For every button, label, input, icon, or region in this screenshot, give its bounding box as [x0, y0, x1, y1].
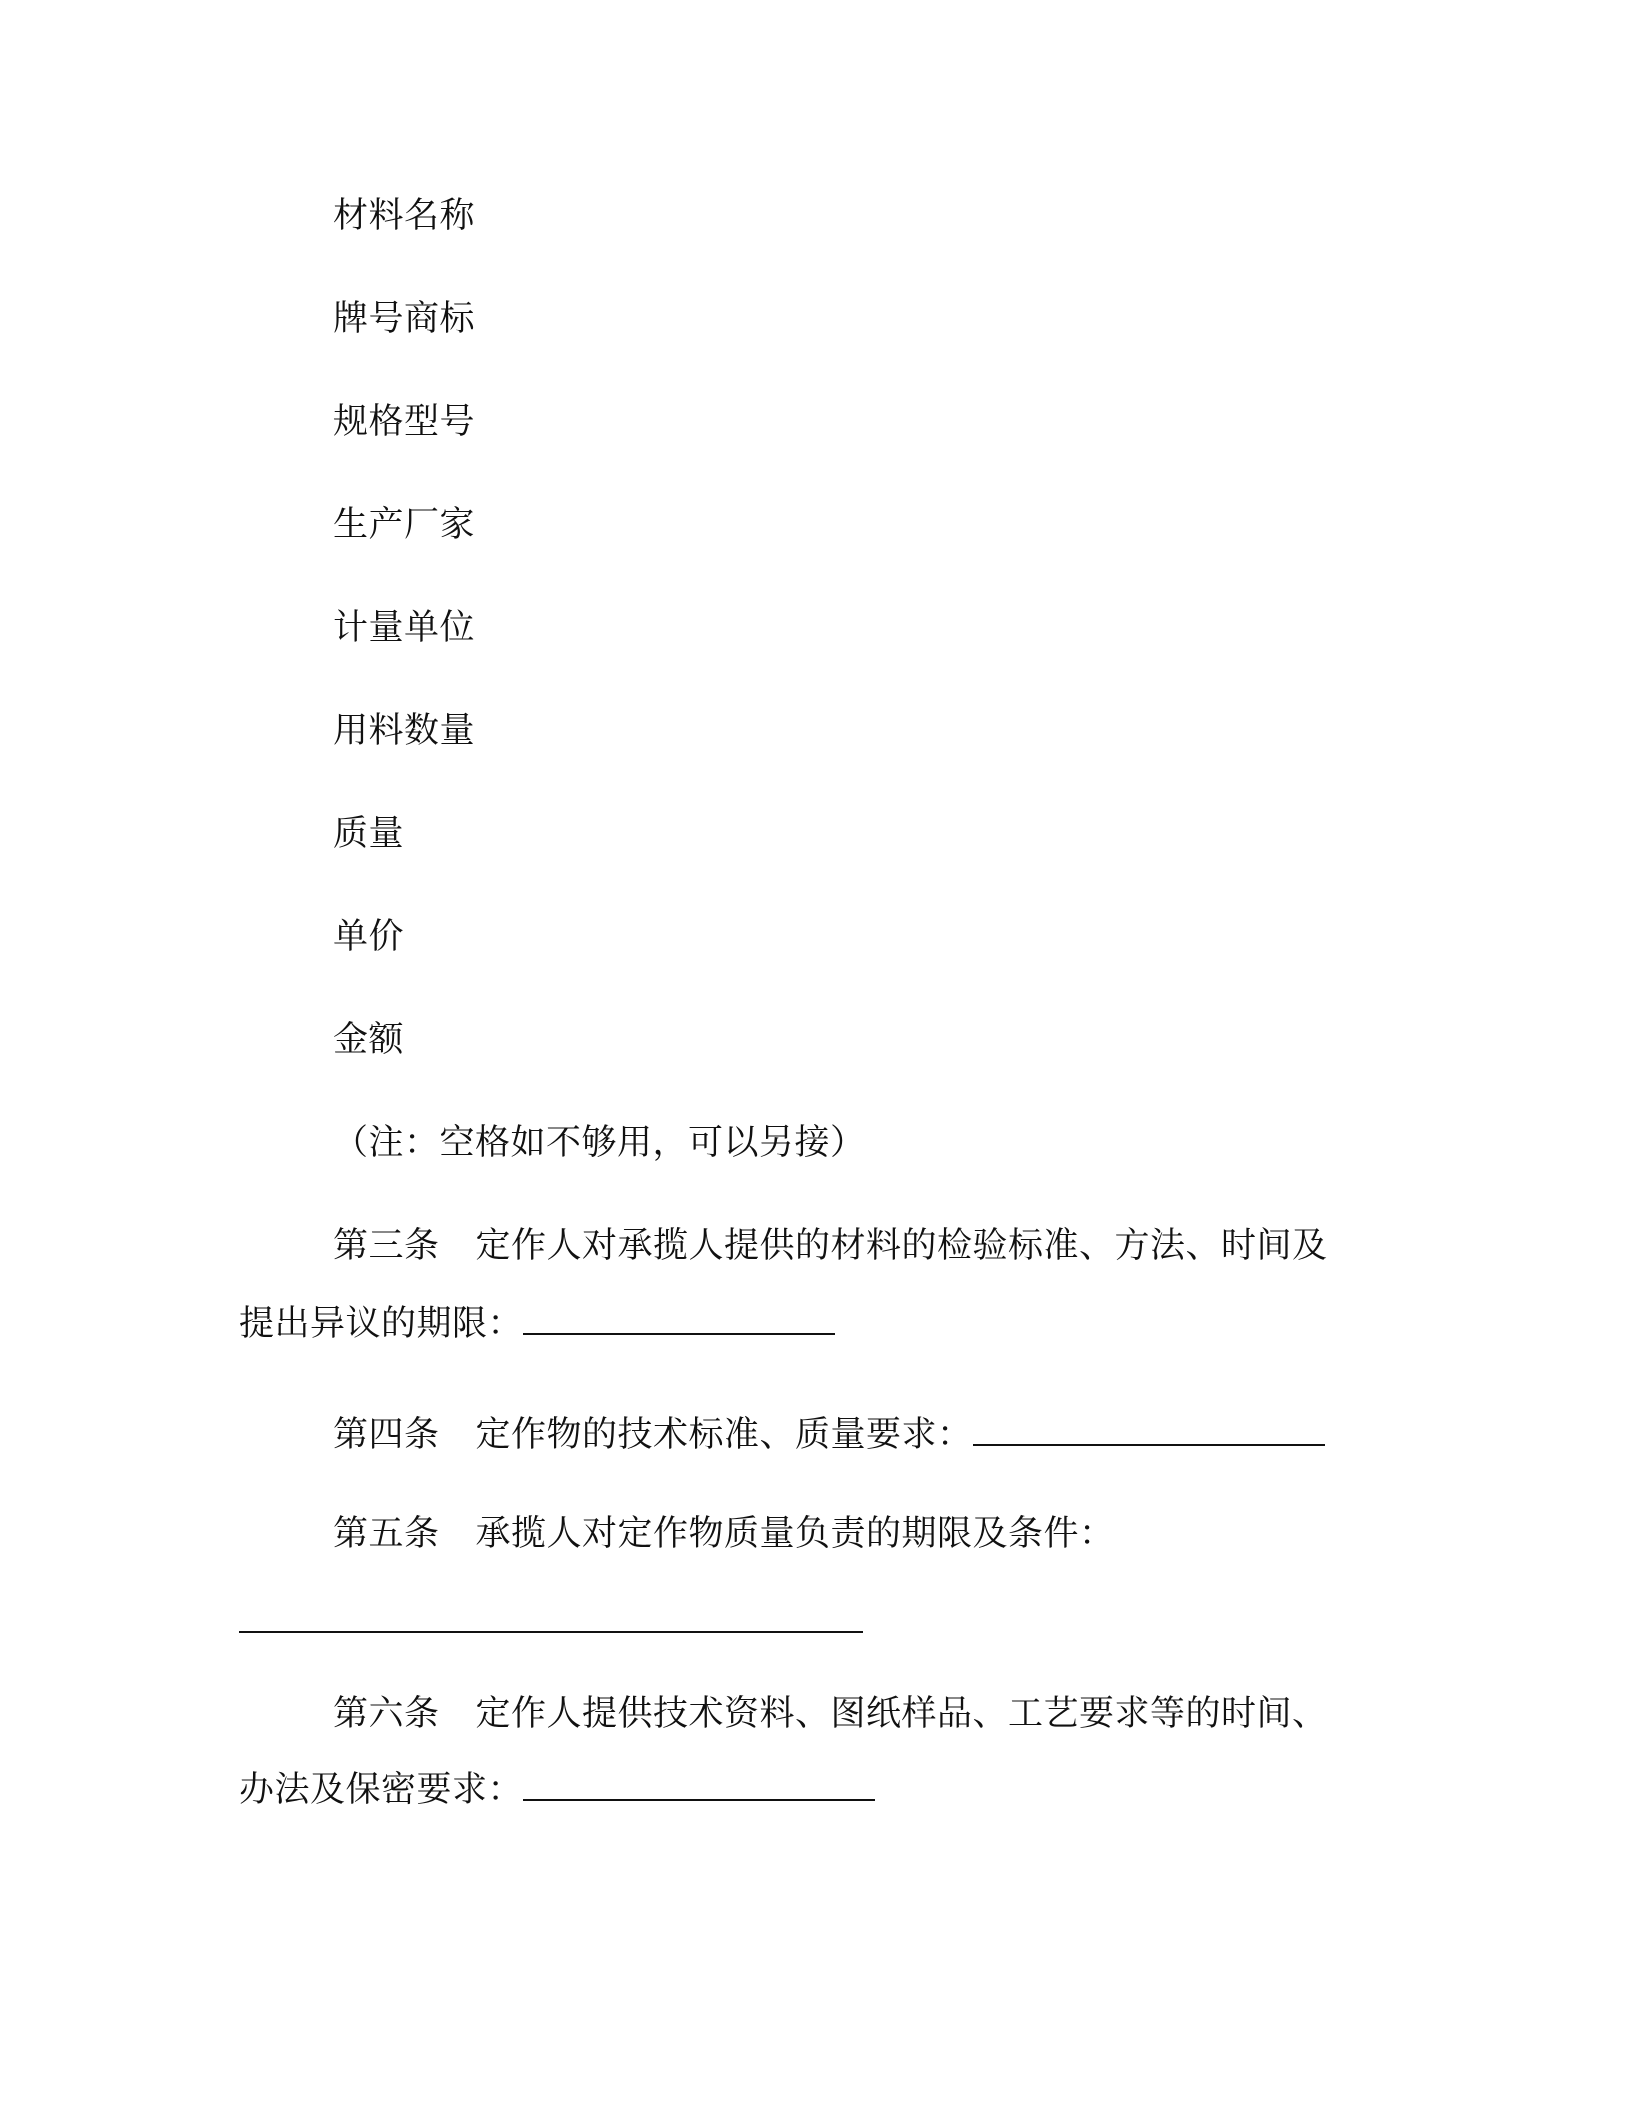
article-4-number: 第四条	[333, 1415, 440, 1455]
article-3-text-cont: 提出异议的期限：	[239, 1304, 524, 1344]
note-text: （注：空格如不够用，可以另接）	[333, 1123, 866, 1163]
article-3-text: 定作人对承揽人提供的材料的检验标准、方法、时间及	[475, 1226, 1328, 1266]
article-6-text: 定作人提供技术资料、图纸样品、工艺要求等的时间、	[475, 1694, 1328, 1734]
field-unit: 计量单位	[333, 608, 476, 648]
article-3-line2	[239, 1300, 835, 1348]
field-quality: 质量	[333, 814, 405, 854]
article-4-blank[interactable]	[973, 1414, 1325, 1446]
article-3-blank[interactable]	[523, 1303, 835, 1335]
field-spec-model: 规格型号	[333, 402, 476, 442]
article-5-line2	[239, 1598, 863, 1646]
field-manufacturer: 生产厂家	[333, 505, 476, 545]
article-5-number: 第五条	[333, 1514, 440, 1554]
field-amount: 金额	[333, 1020, 405, 1060]
article-6-line1	[333, 1690, 1328, 1738]
article-6-text-cont: 办法及保密要求：	[239, 1770, 524, 1810]
article-4-text: 定作物的技术标准、质量要求：	[475, 1415, 973, 1455]
field-brand-trademark: 牌号商标	[333, 299, 476, 339]
article-6-line2	[239, 1766, 875, 1814]
field-material-name: 材料名称	[333, 196, 476, 236]
article-6-blank[interactable]	[523, 1769, 875, 1801]
field-quantity: 用料数量	[333, 711, 476, 751]
article-5-line1	[333, 1510, 1115, 1558]
article-5-text: 承揽人对定作物质量负责的期限及条件：	[475, 1514, 1115, 1554]
article-6-number: 第六条	[333, 1694, 440, 1734]
article-5-blank[interactable]	[239, 1601, 863, 1633]
article-3-line1	[333, 1222, 1328, 1270]
article-4-line1	[333, 1411, 1325, 1459]
article-3-number: 第三条	[333, 1226, 440, 1266]
field-unit-price: 单价	[333, 917, 405, 957]
